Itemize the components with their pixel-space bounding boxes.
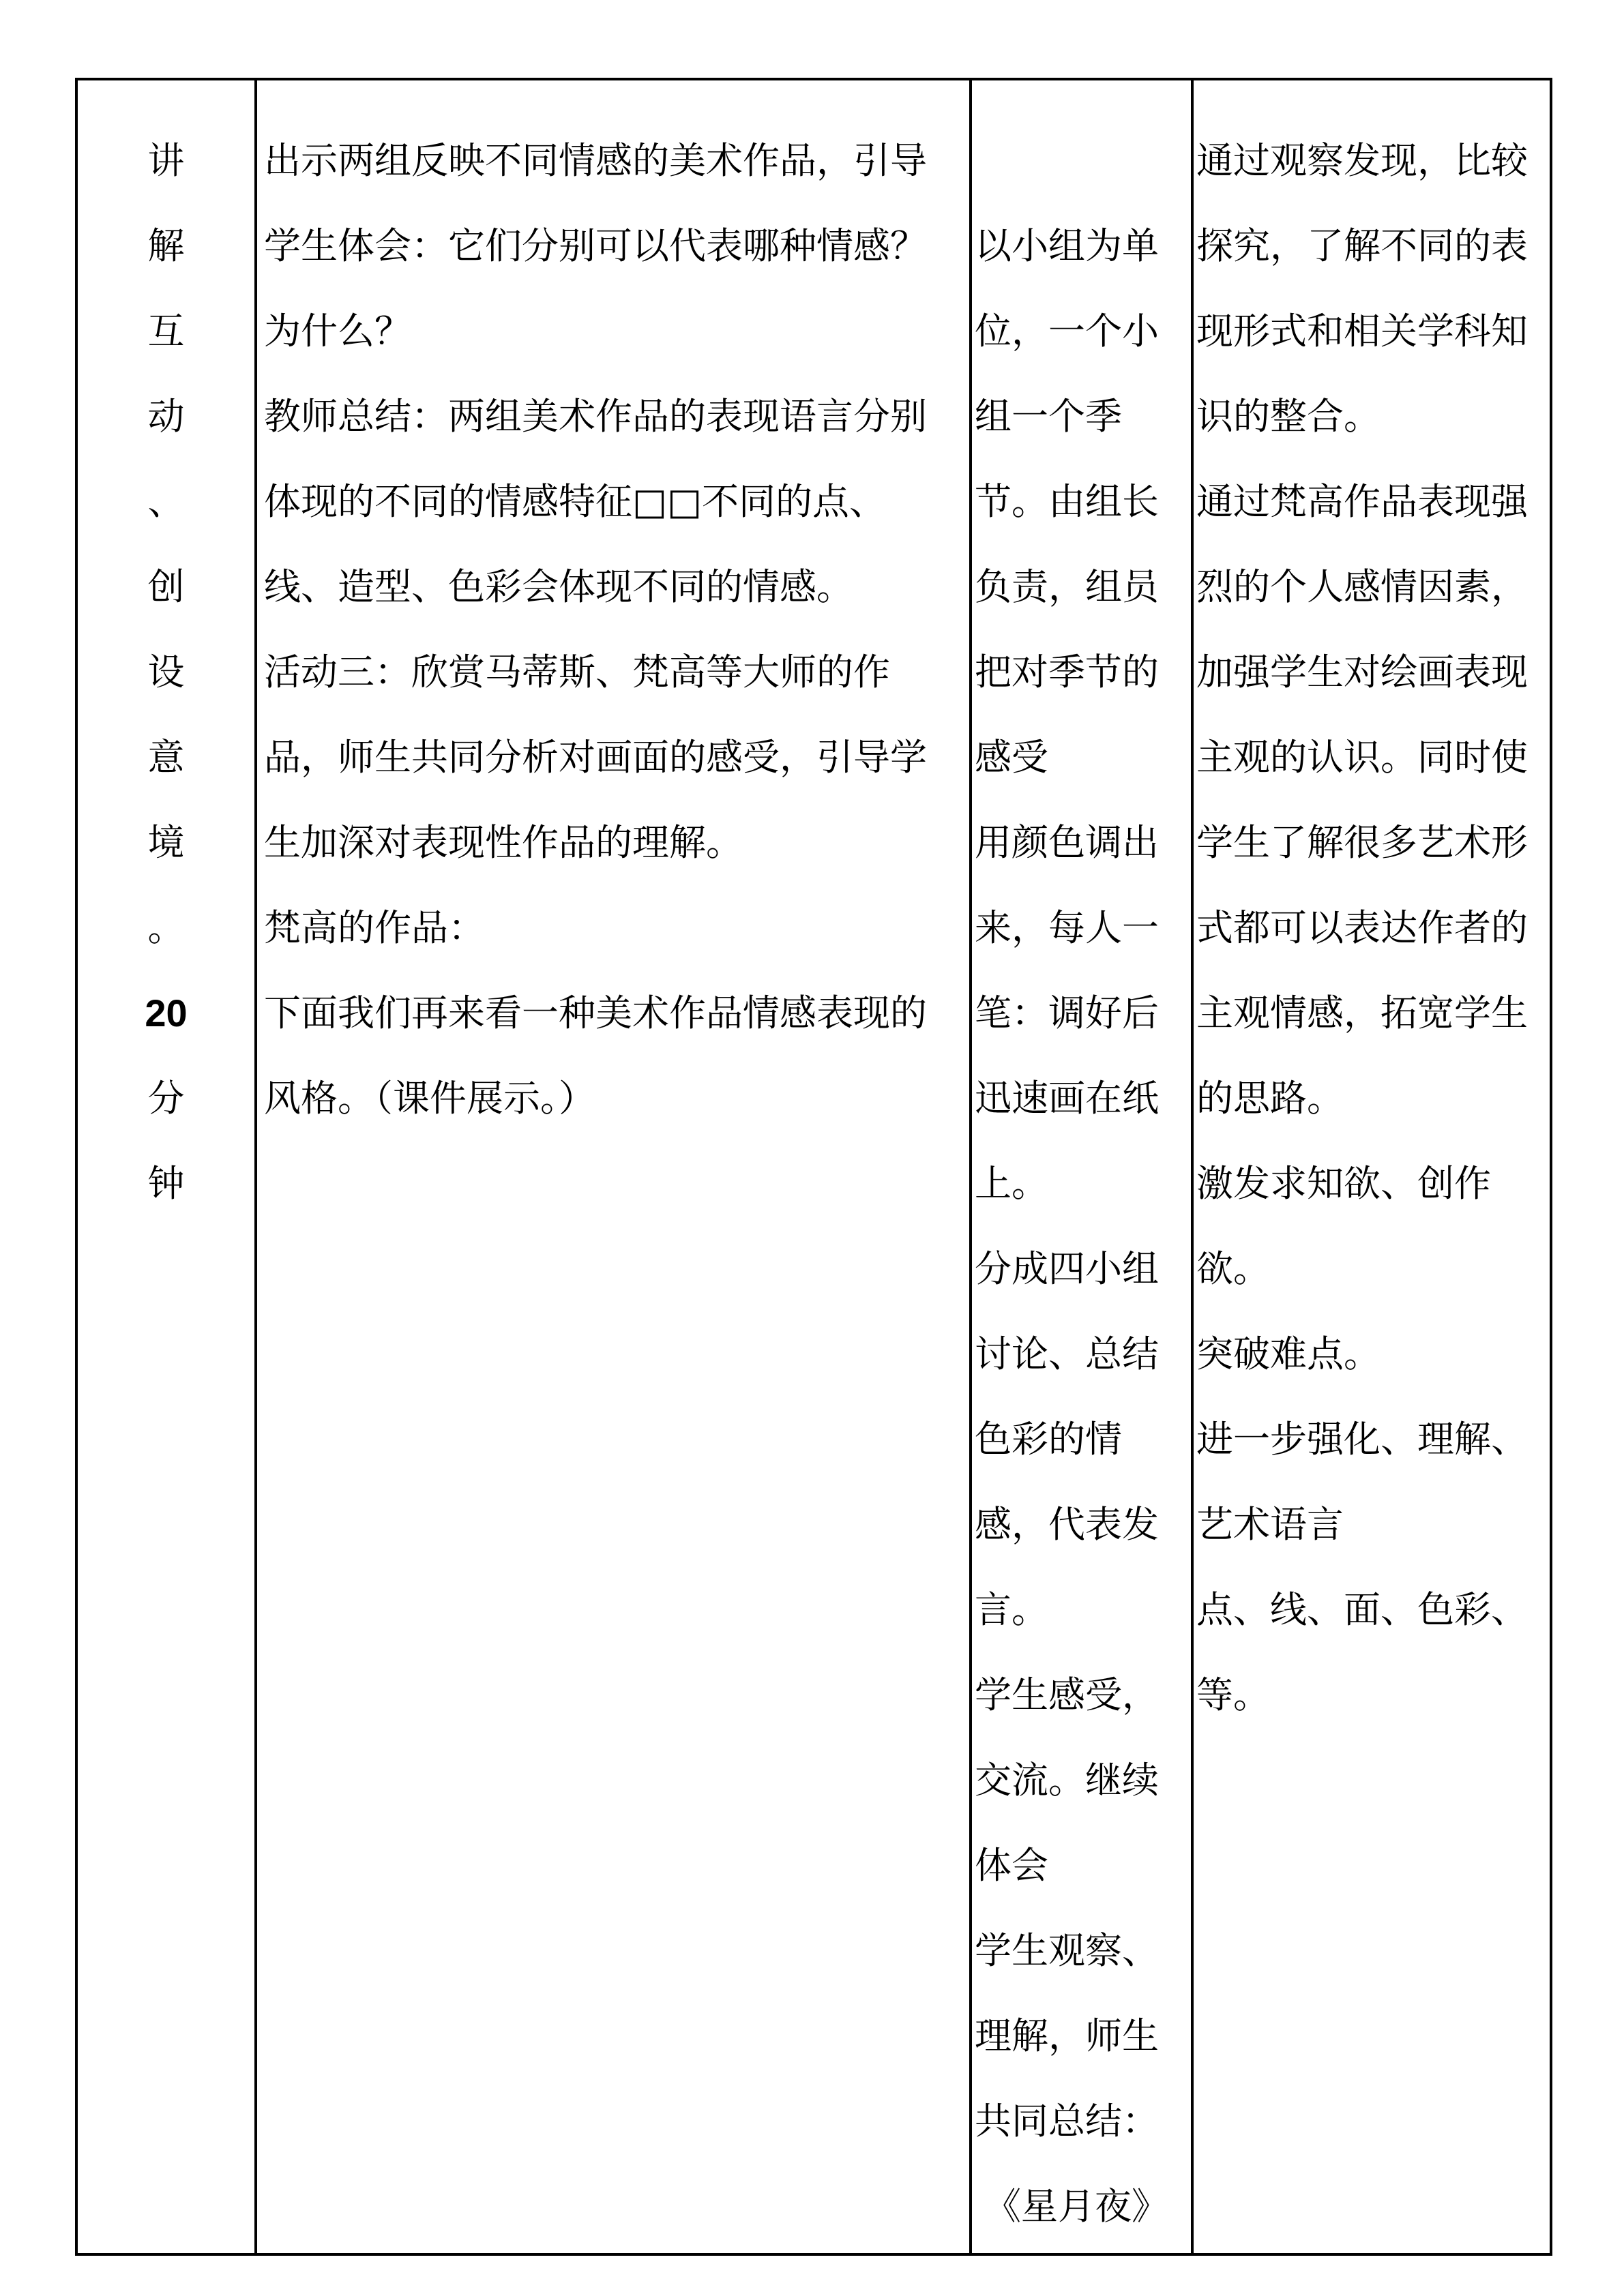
teacher-line: 体现的不同的情感特征□□不同的点、 <box>264 480 887 523</box>
student-line: 来，每人一 <box>975 906 1159 949</box>
purpose-line: 探究，了解不同的表 <box>1196 224 1528 267</box>
student-line: 言。 <box>975 1588 1048 1631</box>
stage-duration-number: 20 <box>145 992 188 1034</box>
lesson-plan-table <box>75 78 1552 2256</box>
student-line: 节。由组长 <box>975 480 1159 523</box>
purpose-line: 欲。 <box>1196 1247 1270 1290</box>
student-line: 用颜色调出 <box>975 821 1159 864</box>
purpose-line: 现形式和相关学科知 <box>1196 310 1528 353</box>
purpose-line: 通过梵高作品表现强 <box>1196 480 1528 523</box>
purpose-line: 等。 <box>1196 1673 1270 1716</box>
stage-cell <box>76 79 256 2254</box>
student-line: 学生观察、 <box>975 1929 1159 1972</box>
purpose-line: 烈的个人感情因素， <box>1196 565 1528 608</box>
stage-char: 分 <box>147 1077 185 1120</box>
teacher-line: 风格。（课件展示。） <box>264 1077 595 1120</box>
student-line: 上。 <box>975 1162 1048 1205</box>
teacher-line: 下面我们再来看一种美术作品情感表现的 <box>264 992 927 1034</box>
student-line: 讨论、总结 <box>975 1332 1159 1375</box>
purpose-line: 识的整合。 <box>1196 395 1381 438</box>
purpose-line: 的思路。 <box>1196 1077 1344 1120</box>
teacher-line: 教师总结：两组美术作品的表现语言分别 <box>264 395 927 438</box>
student-line: 学生感受， <box>975 1673 1159 1716</box>
purpose-line: 点、线、面、色彩、 <box>1196 1588 1528 1631</box>
teacher-line: 线、造型、色彩会体现不同的情感。 <box>264 565 853 608</box>
stage-char: 。 <box>147 906 185 949</box>
purpose-line: 式都可以表达作者的 <box>1196 906 1528 949</box>
teacher-line: 出示两组反映不同情感的美术作品，引导 <box>264 139 927 182</box>
purpose-line: 艺术语言 <box>1196 1503 1344 1546</box>
purpose-line: 通过观察发现，比较 <box>1196 139 1528 182</box>
student-activity-cell <box>971 79 1192 2254</box>
student-line: 共同总结： <box>975 2100 1159 2143</box>
purpose-line: 加强学生对绘画表现 <box>1196 651 1528 694</box>
teacher-line: 活动三：欣赏马蒂斯、梵高等大师的作 <box>264 651 890 694</box>
stage-char: 钟 <box>147 1162 185 1205</box>
teacher-activity-cell <box>256 79 971 2254</box>
student-line: 分成四小组 <box>975 1247 1159 1290</box>
teacher-line: 学生体会：它们分别可以代表哪种情感？ <box>264 224 927 267</box>
purpose-line: 主观的认识。同时使 <box>1196 736 1528 779</box>
student-line: 感受 <box>975 736 1048 779</box>
student-line: 位，一个小 <box>975 310 1159 353</box>
student-line: 交流。继续 <box>975 1759 1159 1802</box>
purpose-line: 主观情感，拓宽学生 <box>1196 992 1528 1034</box>
teacher-line: 为什么？ <box>264 310 411 353</box>
student-line: 迅速画在纸 <box>975 1077 1159 1120</box>
teacher-line: 梵高的作品： <box>264 906 485 949</box>
student-line: 色彩的情 <box>975 1418 1122 1461</box>
student-line: 负责，组员 <box>975 565 1159 608</box>
stage-char: 动 <box>147 395 185 438</box>
stage-char: 设 <box>147 651 185 694</box>
stage-char: 、 <box>147 480 185 523</box>
student-line: 把对季节的 <box>975 651 1159 694</box>
table-row <box>76 79 1551 2254</box>
purpose-line: 进一步强化、理解、 <box>1196 1418 1528 1461</box>
student-line: 体会 <box>975 1844 1048 1887</box>
purpose-line: 突破难点。 <box>1196 1332 1381 1375</box>
student-line: 感，代表发 <box>975 1503 1159 1546</box>
purpose-line: 学生了解很多艺术形 <box>1196 821 1528 864</box>
stage-char: 意 <box>147 736 185 779</box>
student-line: 《星月夜》 <box>984 2185 1168 2228</box>
teacher-line: 生加深对表现性作品的理解。 <box>264 821 743 864</box>
stage-char: 境 <box>147 821 185 864</box>
stage-char: 解 <box>147 224 185 267</box>
student-line: 组一个季 <box>975 395 1122 438</box>
stage-char: 讲 <box>147 139 185 182</box>
student-line: 笔：调好后 <box>975 992 1159 1034</box>
purpose-line: 激发求知欲、创作 <box>1196 1162 1491 1205</box>
stage-char: 创 <box>147 565 185 608</box>
stage-char: 互 <box>147 310 185 353</box>
design-purpose-cell <box>1192 79 1551 2254</box>
student-line: 理解，师生 <box>975 2014 1159 2057</box>
student-line: 以小组为单 <box>975 224 1159 267</box>
teacher-line: 品，师生共同分析对画面的感受，引导学 <box>264 736 927 779</box>
